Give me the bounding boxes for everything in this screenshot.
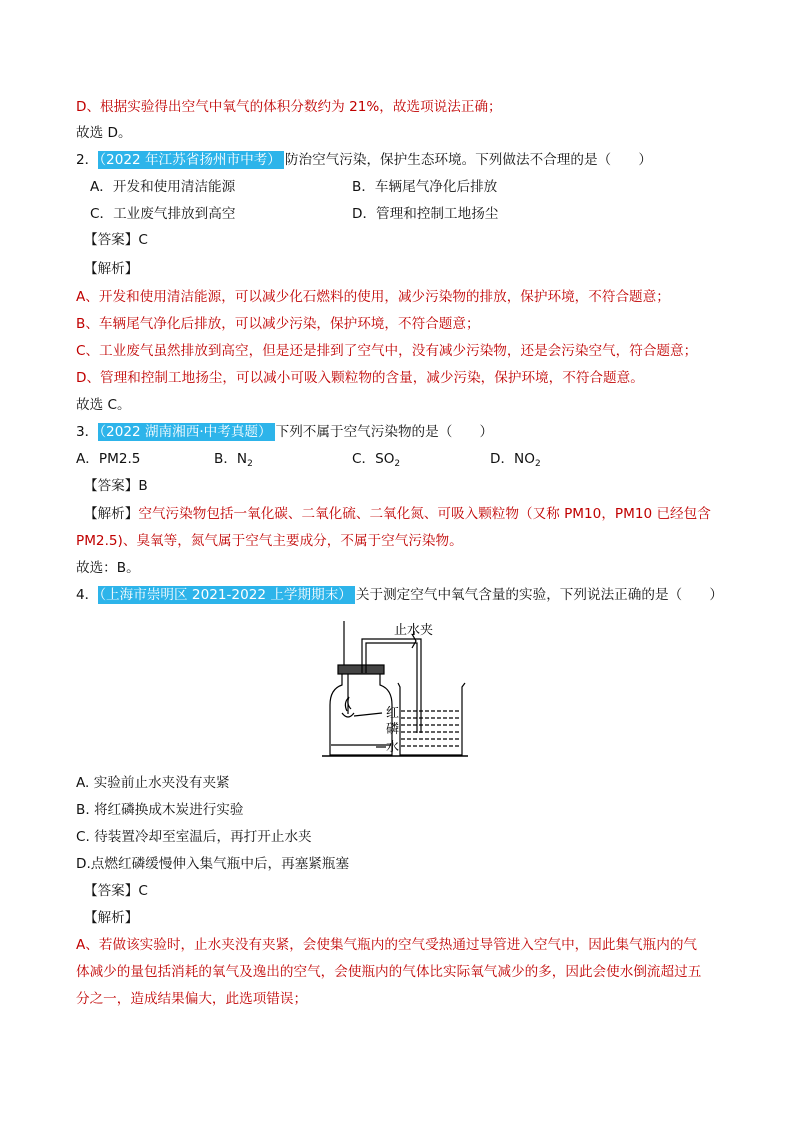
previous-option-d-analysis: D、根据实验得出空气中氧气的体积分数约为 21%，故选项说法正确； [76, 99, 502, 115]
question-3-analysis-line2: PM2.5)、臭氧等，氮气属于空气主要成分，不属于空气污染物。 [76, 533, 463, 549]
question-3-option-d [490, 449, 541, 469]
question-3-option-a: A．PM2.5 [76, 451, 141, 467]
question-2-analysis-a: A、开发和使用清洁能源，可以减少化石燃料的使用，减少污染物的排放，保护环境，不符合题意； [76, 289, 670, 305]
water-label: 水 [386, 740, 400, 755]
question-2-conclusion: 故选 C。 [76, 397, 131, 413]
phosphorus-label-1: 红 [386, 706, 400, 721]
question-4-analysis-line2: 体减少的量包括消耗的氧气及逸出的空气，会使瓶内的气体比实际氧气减少的多，因此会使水倒流超过五 [76, 964, 702, 980]
question-4-answer: 【答案】C [84, 883, 148, 899]
question-number: 4． [76, 587, 99, 603]
option-text: C．SO [352, 451, 395, 467]
question-2-answer: 【答案】C [84, 232, 148, 248]
question-2-option-c: C．工业废气排放到高空 [90, 206, 236, 222]
question-4-option-c: C. 待装置冷却至室温后，再打开止水夹 [76, 829, 312, 845]
source-tag: （2022 湖南湘西·中考真题） [98, 423, 274, 441]
question-2-analysis-b: B、车辆尾气净化后排放，可以减少污染，保护环境，不符合题意； [76, 316, 480, 332]
oxygen-content-apparatus-figure [318, 617, 488, 759]
question-number: 3． [76, 424, 99, 440]
question-4-option-a: A. 实验前止水夹没有夹紧 [76, 775, 230, 791]
gas-collecting-bottle [330, 673, 392, 755]
subscript: 2 [534, 459, 541, 469]
question-3-option-b [214, 449, 253, 469]
clamp-label: 止水夹 [394, 623, 434, 638]
beaker [398, 683, 465, 755]
question-2-option-a: A．开发和使用清洁能源 [90, 179, 236, 195]
option-text: B．N [214, 451, 248, 467]
question-4-option-d: D.点燃红磷缓慢伸入集气瓶中后，再塞紧瓶塞 [76, 856, 350, 872]
question-text: 关于测定空气中氧气含量的实验，下列说法正确的是（ ） [355, 587, 723, 603]
question-2-analysis-c: C、工业废气虽然排放到高空，但是还是排到了空气中，没有减少污染物，还是会污染空气，符合题意； [76, 343, 698, 359]
question-4-option-b: B. 将红磷换成木炭进行实验 [76, 802, 244, 818]
phosphorus-label-2: 磷 [386, 722, 400, 737]
question-3-conclusion: 故选：B。 [76, 560, 140, 576]
question-2-option-b: B．车辆尾气净化后排放 [352, 179, 498, 195]
option-text: D．NO [490, 451, 535, 467]
question-number: 2． [76, 152, 99, 168]
bottle-stopper [338, 665, 384, 674]
question-4-analysis-label: 【解析】 [84, 910, 139, 926]
source-tag: （2022 年江苏省扬州市中考） [98, 151, 284, 169]
question-3-option-c [352, 449, 400, 469]
question-3-analysis-line1 [84, 504, 711, 524]
question-4-analysis-line3: 分之一，造成结果偏大，此选项错误； [76, 991, 308, 1007]
analysis-label: 【解析】 [84, 506, 139, 522]
question-2-analysis-label: 【解析】 [84, 261, 139, 277]
question-2-analysis-d: D、管理和控制工地扬尘，可以减小可吸入颗粒物的含量，减少污染，保护环境，不符合题意。 [76, 370, 644, 386]
source-tag: （上海市崇明区 2021-2022 上学期期末） [98, 586, 355, 604]
subscript: 2 [247, 459, 253, 469]
question-2-option-d: D．管理和控制工地扬尘 [352, 206, 499, 222]
previous-conclusion: 故选 D。 [76, 125, 132, 141]
question-2-stem [76, 150, 652, 170]
question-3-stem [76, 422, 493, 442]
question-4-analysis-line1: A、若做该实验时，止水夹没有夹紧，会使集气瓶内的空气受热通过导管进入空气中，因此集气瓶内的气 [76, 937, 698, 953]
phosphorus-leader-line [354, 713, 382, 716]
question-text: 防治空气污染，保护生态环境。下列做法不合理的是（ ） [284, 152, 652, 168]
question-text: 下列不属于空气污染物的是（ ） [275, 424, 494, 440]
subscript: 2 [394, 459, 401, 469]
question-3-answer: 【答案】B [84, 478, 148, 494]
question-4-stem [76, 585, 723, 605]
analysis-text: 空气污染物包括一氧化碳、二氧化硫、二氧化氮、可吸入颗粒物（又称 PM10，PM10 已经包含 [138, 506, 711, 522]
